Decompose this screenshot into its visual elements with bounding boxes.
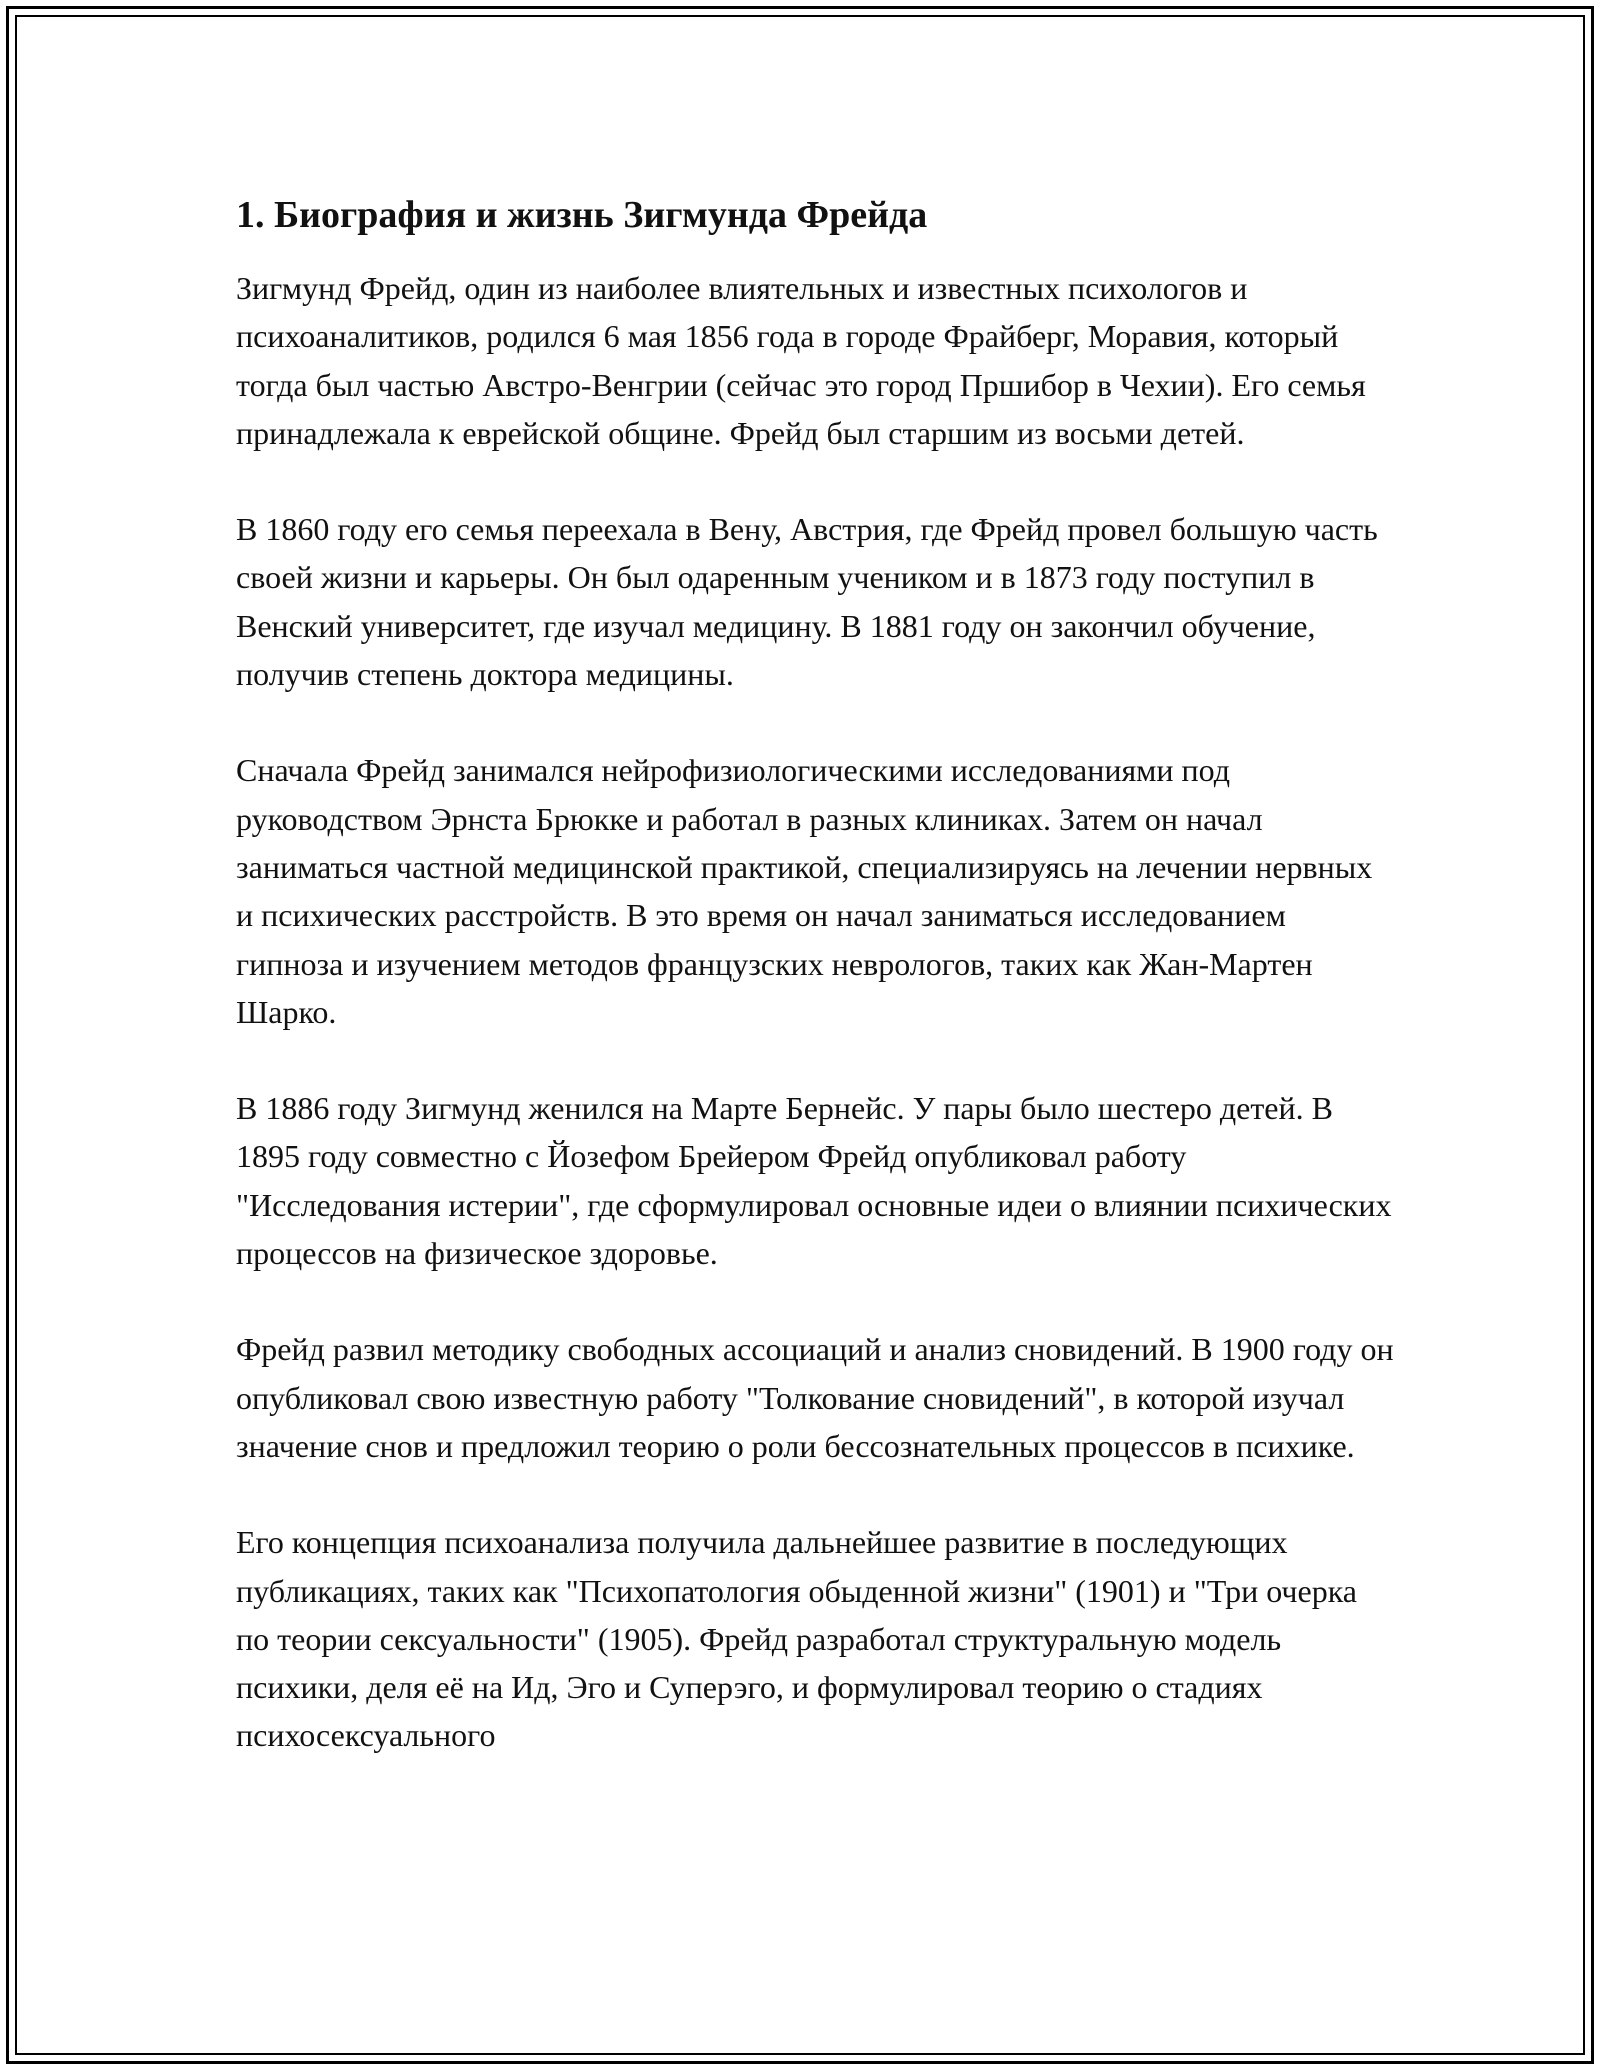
paragraph-birth: Зигмунд Фрейд, один из наиболее влиятельных и известных психологов и психоаналитиков, родился 6 мая 1856 года в городе Фрайберг, Моравия, который тогда был частью Австро-Венгрии (сейчас это город Пршибор в Чехии). Его семья принадлежала к еврейской общине. Фрейд был старшим из восьми детей. (236, 270, 1366, 451)
paragraph-psychoanalysis: Его концепция психоанализа получила дальнейшее развитие в последующих публикациях, таких как "Психопатология обыденной жизни" (1901) и "Три очерка по теории сексуальности" (1905). Фрейд разработал структуральную модель психики, деля её на Ид, Эго и Суперэго, и формулировал теорию о стадиях психосексуального (236, 1524, 1357, 1754)
section-heading: 1. Биография и жизнь Зигмунда Фрейда (236, 194, 928, 236)
paragraph-early-career: Сначала Фрейд занимался нейрофизиологическими исследованиями под руководством Эрнста Брюкке и работал в разных клиниках. Затем он начал заниматься частной медицинской практикой, специализируясь на лечении нервных и психических расстройств. В это время он начал заниматься исследованием гипноза и изучением методов французских неврологов, таких как Жан-Мартен Шарко. (236, 752, 1373, 1030)
paragraph-dreams: Фрейд развил методику свободных ассоциаций и анализ сновидений. В 1900 году он опубликовал свою известную работу "Толкование сновидений", в которой изучал значение снов и предложил теорию о роли бессознательных процессов в психике. (236, 1331, 1394, 1464)
paragraph-vienna: В 1860 году его семья переехала в Вену, Австрия, где Фрейд провел большую часть своей жизни и карьеры. Он был одаренным учеником и в 1873 году поступил в Венский университет, где изучал медицину. В 1881 году он закончил обучение, получив степень доктора медицины. (236, 511, 1378, 693)
paragraph-marriage: В 1886 году Зигмунд женился на Марте Бернейс. У пары было шестеро детей. В 1895 году совместно с Йозефом Брейером Фрейд опубликовал работу "Исследования истерии", где сформулировал основные идеи о влиянии психических процессов на физическое здоровье. (236, 1090, 1392, 1272)
document-body (236, 190, 1396, 1760)
